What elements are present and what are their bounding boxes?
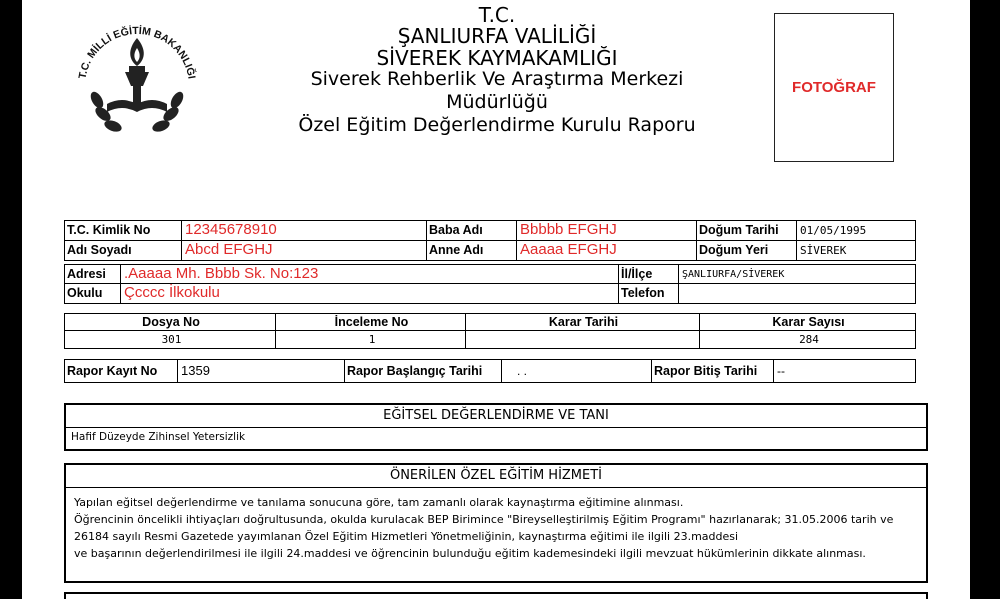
name-label: Adı Soyadı [65, 241, 182, 260]
file-no-value: 301 [65, 331, 276, 348]
evaluation-title: EĞİTSEL DEĞERLENDİRME VE TANI [66, 405, 926, 428]
review-no-value: 1 [276, 331, 466, 348]
end-date-value: -- [777, 364, 785, 378]
service-text [66, 488, 926, 562]
end-date-label: Rapor Bitiş Tarihi [652, 360, 774, 382]
meb-logo [67, 8, 207, 148]
photo-box [774, 13, 894, 162]
service-line: ve başarının değerlendirilmesi ile ilgili 24.maddesi ve öğrencinin bulunduğu eğitim kademesindeki ilgili mevzuat hükümlerinin dikkate alınması. [74, 547, 866, 560]
birthdate-label: Doğum Tarihi [697, 221, 797, 241]
record-value: 1359 [178, 360, 345, 382]
start-date-value: . . [502, 360, 652, 382]
mother-value: Aaaaa EFGHJ [517, 241, 697, 260]
address-value: .Aaaaa Mh. Bbbb Sk. No:123 [121, 265, 619, 284]
mother-label: Anne Adı [427, 241, 517, 260]
school-label: Okulu [65, 284, 121, 303]
header-report-title: Özel Eğitim Değerlendirme Kurulu Raporu [298, 114, 696, 136]
tc-value: 12345678910 [182, 221, 427, 241]
report-table [64, 359, 916, 383]
father-value: Bbbbb EFGHJ [517, 221, 697, 241]
service-line: Yapılan eğitsel değerlendirme ve tanılama sonucuna göre, tam zamanlı olarak kaynaştırma eğitimine alınması. [74, 496, 684, 509]
school-value: Çcccc İlkokulu [121, 284, 619, 303]
city-label: İl/İlçe [619, 265, 679, 284]
decision-date-value [466, 331, 700, 348]
birthplace-label: Doğum Yeri [697, 241, 797, 260]
header-directorate: Müdürlüğü [446, 91, 548, 113]
start-date-label: Rapor Başlangıç Tarihi [345, 360, 502, 382]
header-tc: T.C. [478, 3, 516, 27]
personal-table [64, 220, 916, 261]
address-table [64, 264, 916, 304]
record-label: Rapor Kayıt No [65, 360, 178, 382]
header-district: SİVEREK KAYMAKAMLIĞI [376, 46, 618, 70]
header-center: Siverek Rehberlik Ve Araştırma Merkezi [310, 68, 684, 90]
document-page [22, 0, 970, 599]
file-table [64, 313, 916, 349]
decision-number-header: Karar Sayısı [700, 314, 915, 331]
photo-label: FOTOĞRAF [792, 79, 876, 96]
evaluation-section [64, 403, 928, 451]
address-label: Adresi [65, 265, 121, 284]
birthplace-value: SİVEREK [800, 244, 847, 257]
phone-label: Telefon [619, 284, 679, 303]
birthdate-value: 01/05/1995 [797, 221, 915, 241]
header-province: ŞANLIURFA VALİLİĞİ [397, 24, 597, 48]
service-section [64, 463, 928, 583]
decision-date-header: Karar Tarihi [466, 314, 700, 331]
name-value: Abcd EFGHJ [182, 241, 427, 260]
service-line: 26184 sayılı Resmi Gazetede yayımlanan Özel Eğitim Hizmetleri Yönetmeliğinin, kaynaştırma eğitimi ile ilgili 23.maddesi [74, 530, 739, 543]
decision-number-value: 284 [799, 333, 819, 346]
phone-value [679, 284, 915, 303]
service-line: Öğrencinin öncelikli ihtiyaçları doğrultusunda, okulda kurulacak BEP Birimince "Bireyselleştirilmiş Eğitim Programı" hazırlanarak; 31.05.2006 tarih ve [74, 513, 894, 526]
city-value: ŞANLIURFA/SİVEREK [679, 265, 915, 284]
service-title: ÖNERİLEN ÖZEL EĞİTİM HİZMETİ [66, 465, 926, 488]
review-no-header: İnceleme No [276, 314, 466, 331]
tc-label: T.C. Kimlik No [65, 221, 182, 241]
file-no-header: Dosya No [65, 314, 276, 331]
evaluation-text: Hafif Düzeyde Zihinsel Yetersizlik [71, 431, 246, 443]
next-section-edge [64, 592, 928, 599]
father-label: Baba Adı [427, 221, 517, 241]
logo-text: T.C. MİLLİ EĞİTİM BAKANLIĞI [76, 24, 198, 80]
